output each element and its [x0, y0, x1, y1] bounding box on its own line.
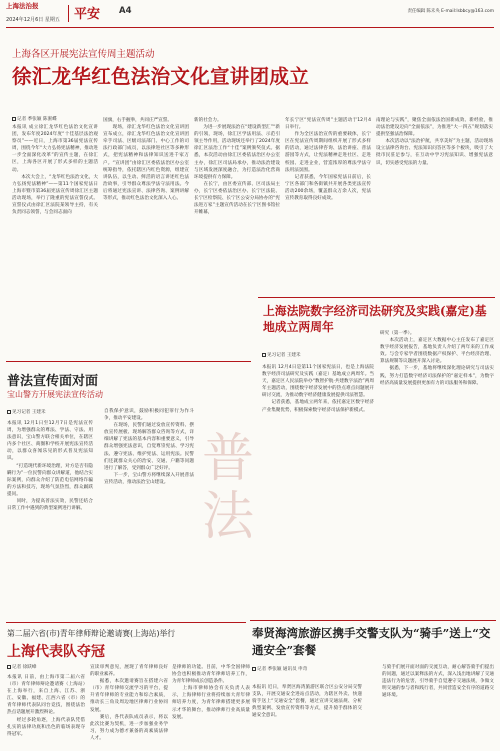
- article4-byline: 记者 徐跃峰: [7, 664, 36, 670]
- section-name: 平安: [74, 7, 101, 22]
- article3-column-2: 研究（第一季）。 本次活动上，嘉定区大数据中心主任发布了嘉定区数字经济发展报告，基地负责人介绍了两年来的工作成效。与会专家学者围绕数据产权保护、平台经济治理、算法规制等议题展开深入讨论。 据悉，下一步，基地将继续深化理论研究与司法实践，努力打造数字经济司法保护的“嘉定样本”，为数字经济高质量发展提供更加有力的司法服务和保障。: [380, 331, 494, 386]
- article2-column-1: 本报讯 12月1日至12月7日是宪法宣传周，为增强群众的尊法、学法、守法、用法意识，宝山警方联合相关单位，在辖区内多个社区、商圈和学校开展宪法宣传活动，以群众喜闻乐见的形式普及宪法知识。 “打造现代新环境治理，对方是否有隐瞒行为”一位民警向群众讲解道，他结合实际案例，向群众介绍了防范电信网络诈骗的方法和技巧，现场气氛热烈，群众踊跃提问。 同时，为提高普法实效，民警还结合日常工作中遇到的典型案例进行讲解。: [7, 421, 93, 512]
- article5-headline: 奉贤海湾旅游区携手交警支队为“骑手”送上“交通安全”套餐: [252, 626, 491, 657]
- article3-byline: 见习记者 王建禾: [262, 352, 301, 358]
- article4-column-1: 本报讯 日前，由上海市第二届六省（市）青年律师辩论邀请赛（上海站）在上海举行，来自上海、江苏、浙江、安徽、福建、江西六省（市）的青年律师代表队同台竞技，围绕法治热点话题展开激烈辩论。 经过多轮角逐，上海代表队凭借扎实的法律功底和出色的临场表现夺得冠军。: [7, 675, 85, 737]
- byline-square-icon: [252, 667, 256, 671]
- article2-subhead: 宝山警方开展宪法宣传活动: [7, 390, 103, 399]
- article1-column-2: 国旗，右手握拳，共同庄严宣誓。 现场，徐汇龙华红色法治文化宣讲团宣布成立，徐汇龙华红色法治文化宣讲团牵手司法、区级司法部门、中心工作的司法行政部门成员，以法律进社区等多种形式，把宪法精神和法律知识送进千家万户。“宣讲团”由徐汇区委依法治区办公室统筹指导，依托辖区内红色资源，组建宣讲队伍，以生动、鲜活的语言讲述红色法治故事，引导群众尊法学法守法用法。今后将通过宪法宣讲、法律咨询、案例讲解等形式，推动红色法治文化深入人心。: [103, 118, 189, 202]
- article1-column-4: 年长宁区“宪法宣传周”主题活动于12月4日举行。 作为全区法治宣传的重要载体，长宁区在宪法宣传周期间组织开展了形式多样的活动，通过法律咨询、法治讲座、普法游园等方式，让宪法精神走进社区、走进校园、走进企业，营造浓厚的尊法学法守法用法氛围。 记者获悉，今年国家宪法日前后，长宁区各部门和各街镇共开展各类宪法宣传活动200余场，覆盖群众万余人次，宪法宣传教育取得良好成效。: [285, 118, 371, 202]
- byline-square-icon: [262, 353, 266, 357]
- editor-credit: 责任编辑 陈未央 E-mail:lsbbcy@163.com: [407, 9, 494, 14]
- masthead: [6, 2, 494, 28]
- article4-column-3: 是律师的功能。目前，中华全国律师协会也积极推动青年律师培养工作，为青年律师成长创造条件。 上海市律师协会有关负责人表示，上海律师行业将持续加大青年律师培养力度，为青年律师搭建更多展示才华的舞台，推动律师行业高质量发展。: [172, 665, 250, 720]
- article5-column-2: 与骑手们展开面对面的交流互动，耐心解答骑手们提出的问题，通过以案释法的方式，深入浅出地讲解了交通违法行为的危害，引导骑手自觉遵守交通法规，争做文明交通的参与者和践行者，共同营造安全有序的道路交通环境。: [382, 665, 494, 699]
- article1-byline: 记者 季张颖 陈蜜蝶: [12, 116, 57, 122]
- byline-square-icon: [7, 665, 11, 669]
- article3-column-1: 本报讯 12月4日是第11个国家宪法日，也是上海法院数字经济司法研究及实践（嘉定）基地成立两周年。当天，嘉定区人民法院举办“数智护航·共建数字法治”两周年主题活动，围绕数字经济发展中的热点难点问题展开研讨交流，为推动数字经济健康发展提供司法智慧。 记者获悉，基地成立两年来，依托嘉定区数字经济产业集聚优势，积极探索数字经济司法保护新模式。: [262, 365, 374, 413]
- divider-line: [250, 620, 496, 621]
- article5-byline: 记者 季张颖 通讯员 申奇: [252, 666, 362, 672]
- article2-byline: 见习记者 王建禾: [7, 409, 46, 415]
- article1-kicker: 上海各区开展宪法宣传周主题活动: [12, 49, 155, 60]
- article5-column-1: 本报讯 近日，奉贤区海湾旅游区联合区公安分局交警支队，开展交通安全进站点活动，为辖区外卖、快递骑手送上“交通安全”套餐，通过宣讲交通法规、分析典型案例、发放宣传资料等方式，提升骑手群体的交通安全意识。: [252, 685, 362, 719]
- page-number: A4: [119, 6, 132, 16]
- byline-square-icon: [12, 117, 16, 121]
- newspaper-logo: 上海法治报: [6, 2, 39, 10]
- article2-column-2: 自我保护意识，鼓励积极同犯罪行为作斗争，推动平安建设。 在现场，民警们通过发放宣传资料、摆放宣传展板、现场解答群众咨询等方式，详细讲解了宪法的基本内容和重要意义，引导群众增强宪法意识，自觉尊崇宪法、学习宪法、遵守宪法、维护宪法、运用宪法。民警们还就群众关心的治安、交通、户籍等问题进行了解答，受到群众广泛好评。 下一步，宝山警方将继续深入开展普法宣传活动，推动法治宝山建设。: [104, 409, 194, 485]
- issue-date: 2024年12月6日 星期五: [6, 17, 60, 23]
- article3-headline: 上海法院数字经济司法研究及实践(嘉定)基地成立两周年: [263, 304, 487, 334]
- divider-line: [6, 622, 246, 623]
- article4-headline: 上海代表队夺冠: [7, 644, 105, 660]
- divider-line: [6, 361, 251, 362]
- article1-headline: 徐汇龙华红色法治文化宣讲团成立: [12, 65, 310, 88]
- seal-calligraphy: 普法: [201, 429, 254, 547]
- header-divider: [68, 5, 69, 22]
- article1-column-5: 南理论与实践”，聚焦全面依法治国新成效、新经验，推动法治建设迈向“全面依法”，为推进“大一四五”规划落实提供坚强法治保障。 本次活动以“法治护航，共享美好”为主题，活动现场设立法律咨询台、宪法知识问答区等多个板块，吸引了大批市民驻足参与，在互动中学习宪法知识、增强宪法意识，切实感受宪法的力量。: [376, 118, 493, 166]
- article2-headline: 普法宣传面对面: [7, 374, 99, 389]
- article4-column-2: 宣读审判意见，展现了青年律师良好的职业素养。 据悉，本次邀请赛旨在搭建六省（市）青年律师交流学习的平台，提升青年律师的专业能力和综合素质，推动长三角及周边地区律师行业协同发展。 赛后，各代表队成员表示，将以此次比赛为契机，进一步加强业务学习，努力成为德才兼备的高素质法律人才。: [90, 665, 168, 741]
- article1-column-1: 本报讯 成立徐汇龙华红色法治文化宣讲团，发布年度2024年度“十佳基层法治观察员”——近日，上海市第36届宪法宣传周，围绕今年“大力弘扬宪法精神，推动进一步全面深化改革”的宣传主题，在徐汇区，上海各区开展了形式多样的主题活动。 本次大会上，“龙华红色法治文化，大力弘扬宪法精神”——第11个国家宪法日上海市暨市第36届宪法宣传周徐汇区主题活动现场，举行了隆重的宪法宣誓仪式。宣誓仪式由徐汇区法院某领导主持，有关负责同志领誓，与会同志面向: [12, 125, 98, 216]
- byline-square-icon: [7, 410, 11, 414]
- article4-kicker: 第二届六省(市)青年律师辩论邀请赛(上海站)举行: [7, 629, 176, 638]
- article1-column-3: 新的社会力。 为进一步展现法治在“建设新型汇”“新的引领，现场，徐汇区学法用法、示范引领主导作用，活动现场还举行了2024年度徐汇区法治工作“十佳”案例颁奖仪式。据悉，本次活动由徐汇区委依法治区办公室主办，徐汇区司法局承办，推动法治建设与区域发展深度融合，为打造法治化营商环境提供有力保障。 在长宁，由区委宣传部、区司法局主办，长宁区委依法治区办、长宁区法院、长宁区检察院、长宁区公安分局协办的“宪法进万家”主题宣传活动在长宁区图书馆拉开帷幕，: [194, 118, 280, 216]
- divider-line: [258, 297, 495, 298]
